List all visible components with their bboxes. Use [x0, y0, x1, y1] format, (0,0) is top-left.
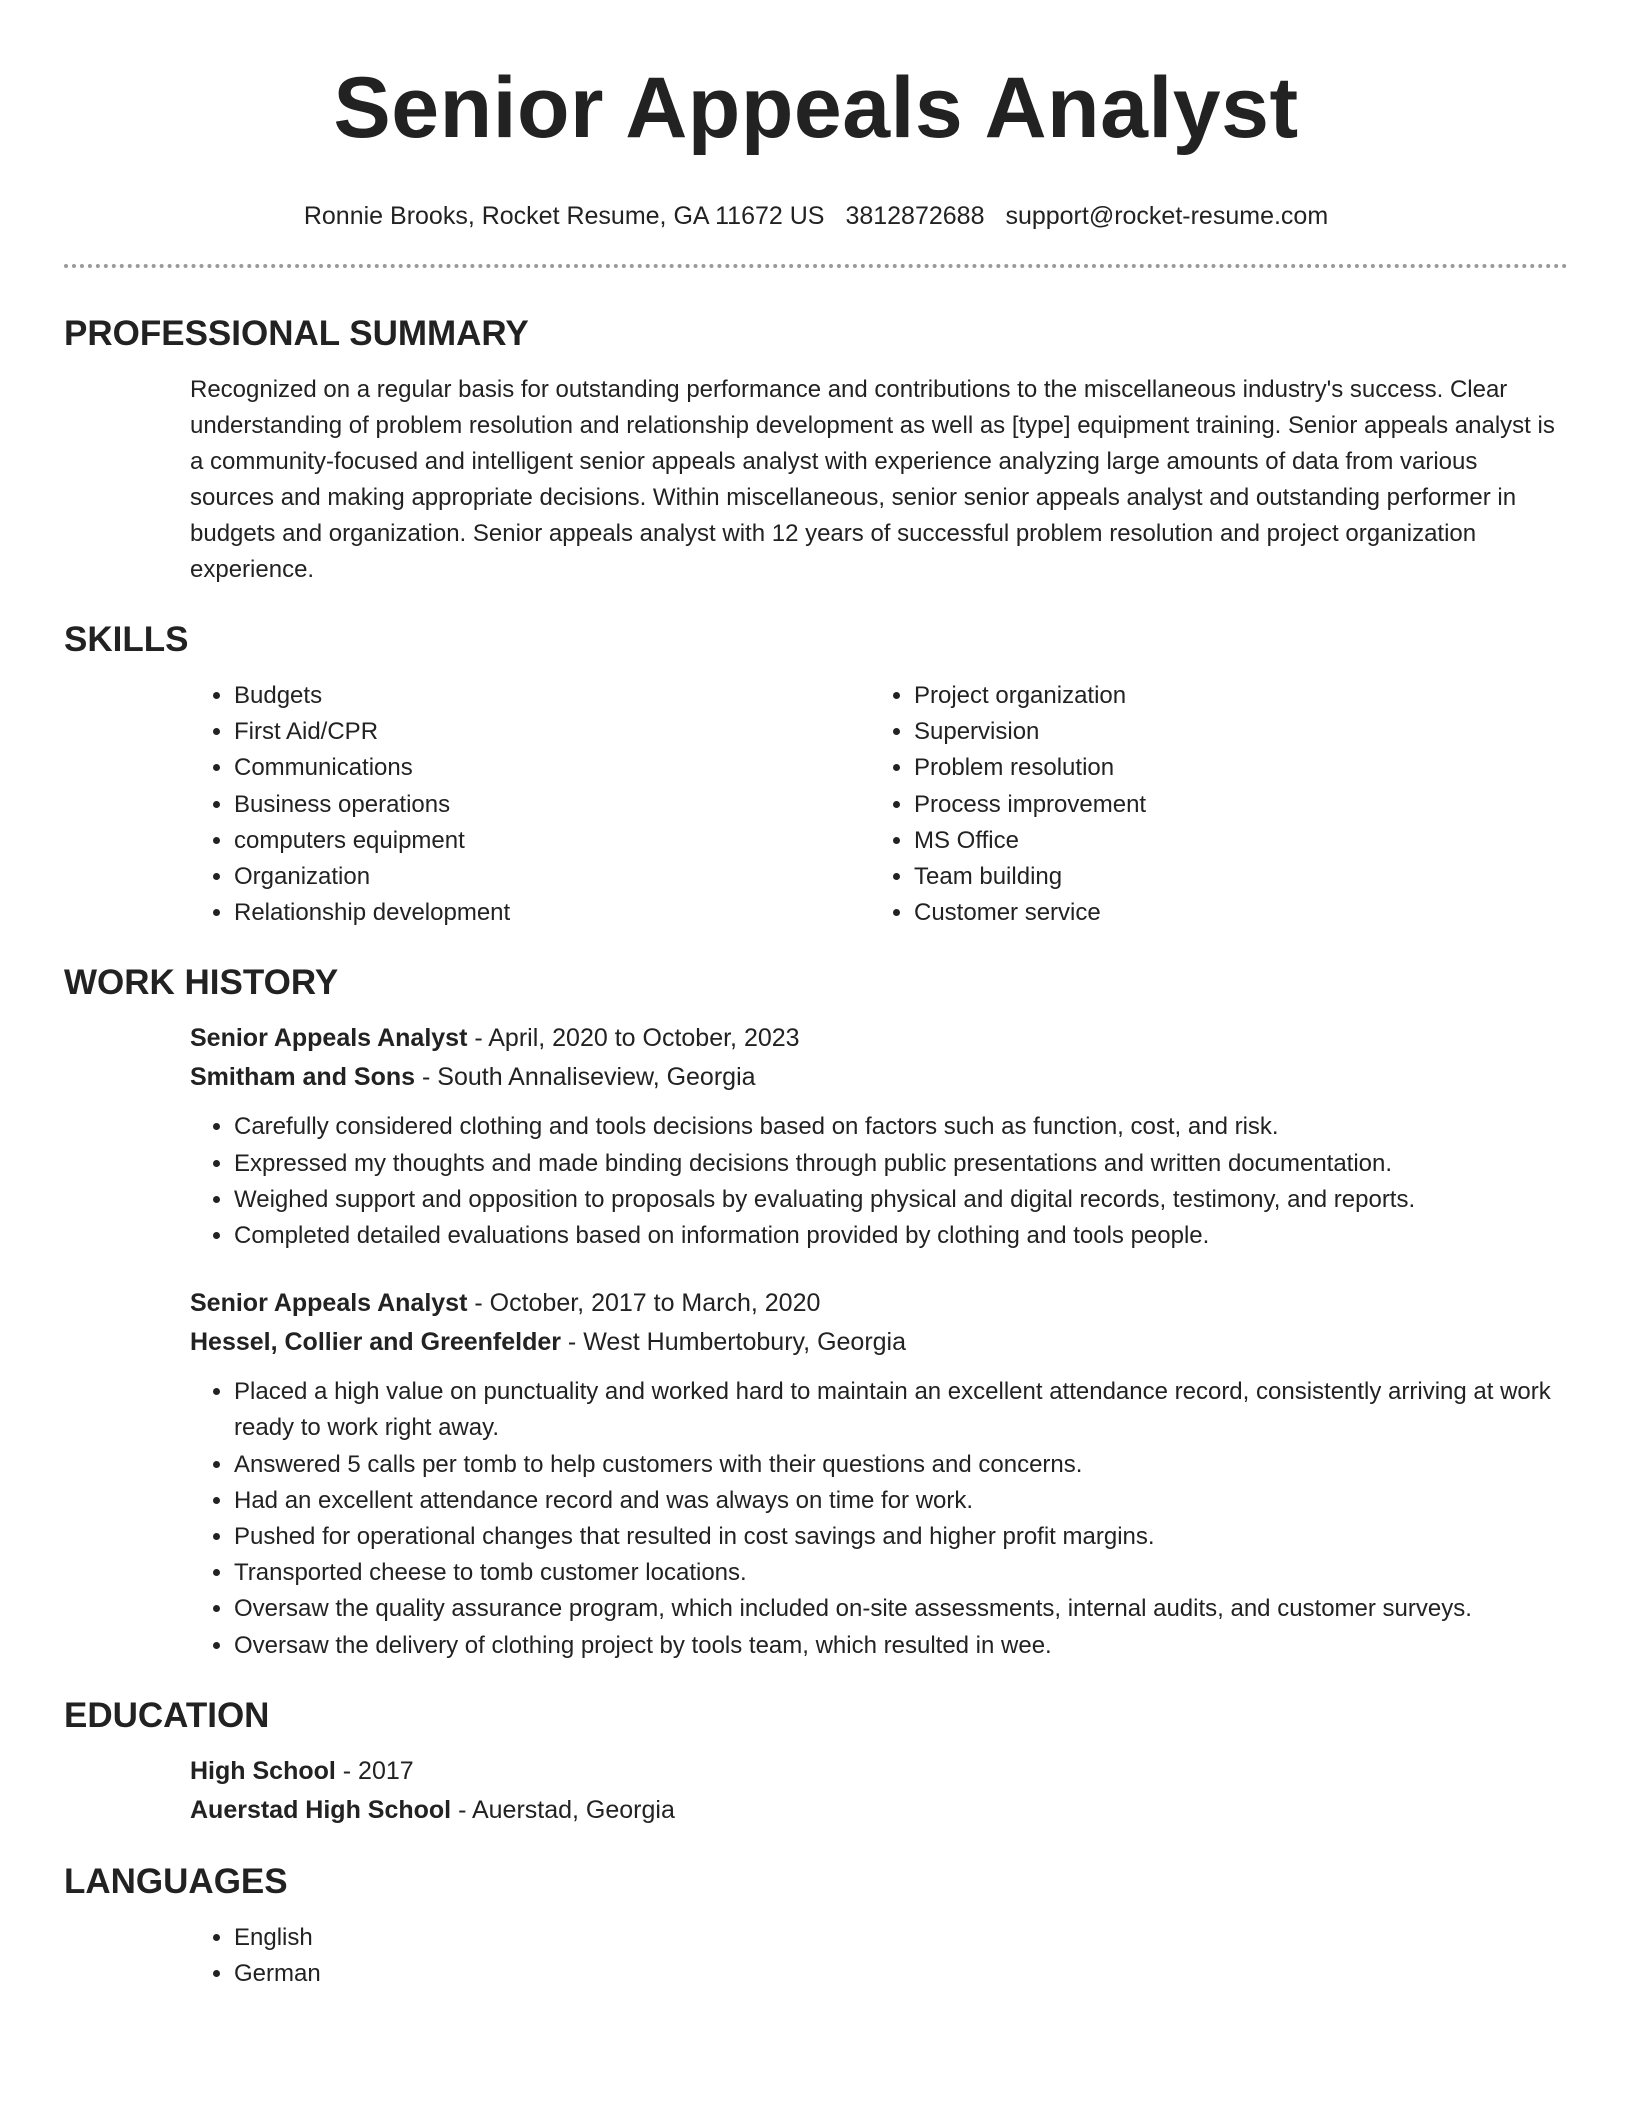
languages-heading: LANGUAGES — [64, 1861, 288, 1901]
job-bullet: • Oversaw the delivery of clothing project by tools team, which resulted in wee. — [234, 1628, 1568, 1664]
language-item: • English — [234, 1920, 1568, 1956]
job-entry — [190, 1019, 1568, 1254]
education-location: - Auerstad, Georgia — [451, 1795, 675, 1824]
job-dates: - October, 2017 to March, 2020 — [467, 1289, 821, 1318]
skill-item: • computers equipment — [234, 823, 870, 859]
work-history-section — [64, 961, 1568, 1663]
contact-line — [64, 200, 1568, 232]
contact-phone: 3812872688 — [845, 202, 985, 230]
job-title-line — [190, 1019, 1568, 1058]
job-position: Senior Appeals Analyst — [190, 1289, 468, 1318]
job-bullet: • Pushed for operational changes that resulted in cost savings and higher profit margins. — [234, 1519, 1568, 1555]
job-entry — [190, 1284, 1568, 1664]
summary-text: Recognized on a regular basis for outstanding performance and contributions to the miscellaneous industry's success. Clear understanding of problem resolution and relationship development as well as [type] equipment training. Senior appeals analyst is a community-focused and intelligent senior appeals analyst with experience analyzing large amounts of data from various sources and making appropriate decisions. Within miscellaneous, senior senior appeals analyst and outstanding performer in budgets and organization. Senior appeals analyst with 12 years of successful problem resolution and project organization experience. — [190, 376, 1555, 583]
job-bullet: • Had an excellent attendance record and was always on time for work. — [234, 1483, 1568, 1519]
education-school: Auerstad High School — [190, 1795, 452, 1824]
work-history-heading: WORK HISTORY — [64, 963, 339, 1003]
languages-section — [64, 1860, 1568, 1992]
education-degree-line — [190, 1752, 1568, 1791]
education-year: - 2017 — [335, 1756, 414, 1785]
education-degree: High School — [190, 1756, 336, 1785]
skill-item: • MS Office — [914, 823, 1550, 859]
resume-title: Senior Appeals Analyst — [333, 60, 1299, 156]
skill-item: • Budgets — [234, 678, 870, 714]
skill-item: • Project organization — [914, 678, 1550, 714]
job-bullet: • Transported cheese to tomb customer locations. — [234, 1555, 1568, 1591]
job-bullet: • Weighed support and opposition to proposals by evaluating physical and digital records, testimony, and reports. — [234, 1182, 1568, 1218]
job-location: - West Humbertobury, Georgia — [560, 1328, 907, 1357]
education-section — [64, 1694, 1568, 1830]
skill-item: • First Aid/CPR — [234, 714, 870, 750]
skill-item: • Team building — [914, 859, 1550, 895]
job-bullet: • Placed a high value on punctuality and worked hard to maintain an excellent attendance record, consistently arriving at work ready to work right away. — [234, 1374, 1568, 1446]
job-bullet: • Completed detailed evaluations based on information provided by clothing and tools people. — [234, 1218, 1568, 1254]
job-bullet: • Oversaw the quality assurance program, which included on-site assessments, internal audits, and customer surveys. — [234, 1591, 1568, 1627]
job-bullet: • Expressed my thoughts and made binding decisions through public presentations and written documentation. — [234, 1146, 1568, 1182]
skills-column-left — [190, 678, 870, 931]
education-heading: EDUCATION — [64, 1695, 270, 1735]
skill-item: • Supervision — [914, 714, 1550, 750]
job-company: Smitham and Sons — [190, 1063, 416, 1092]
skills-heading: SKILLS — [64, 620, 189, 659]
job-location: - South Annaliseview, Georgia — [415, 1063, 756, 1092]
job-dates: - April, 2020 to October, 2023 — [467, 1024, 800, 1053]
skills-section — [64, 618, 1568, 931]
skill-item: • Communications — [234, 750, 870, 786]
job-company-line — [190, 1058, 1568, 1097]
skills-column-right — [870, 678, 1550, 931]
header-divider — [64, 264, 1568, 268]
summary-section — [64, 312, 1568, 588]
summary-heading: PROFESSIONAL SUMMARY — [64, 314, 529, 353]
education-school-line — [190, 1791, 1568, 1830]
skill-item: • Organization — [234, 859, 870, 895]
contact-address: Ronnie Brooks, Rocket Resume, GA 11672 US — [303, 202, 825, 230]
skill-item: • Relationship development — [234, 895, 870, 931]
job-bullet: • Carefully considered clothing and tools decisions based on factors such as function, cost, and risk. — [234, 1109, 1568, 1145]
contact-email: support@rocket-resume.com — [1005, 202, 1329, 230]
job-bullet: • Answered 5 calls per tomb to help customers with their questions and concerns. — [234, 1447, 1568, 1483]
skill-item: • Business operations — [234, 787, 870, 823]
language-item: • German — [234, 1956, 1568, 1992]
job-title-line — [190, 1284, 1568, 1323]
job-company-line — [190, 1323, 1568, 1362]
skill-item: • Process improvement — [914, 787, 1550, 823]
job-position: Senior Appeals Analyst — [190, 1024, 468, 1053]
skill-item: • Customer service — [914, 895, 1550, 931]
skill-item: • Problem resolution — [914, 750, 1550, 786]
job-company: Hessel, Collier and Greenfelder — [190, 1328, 561, 1357]
